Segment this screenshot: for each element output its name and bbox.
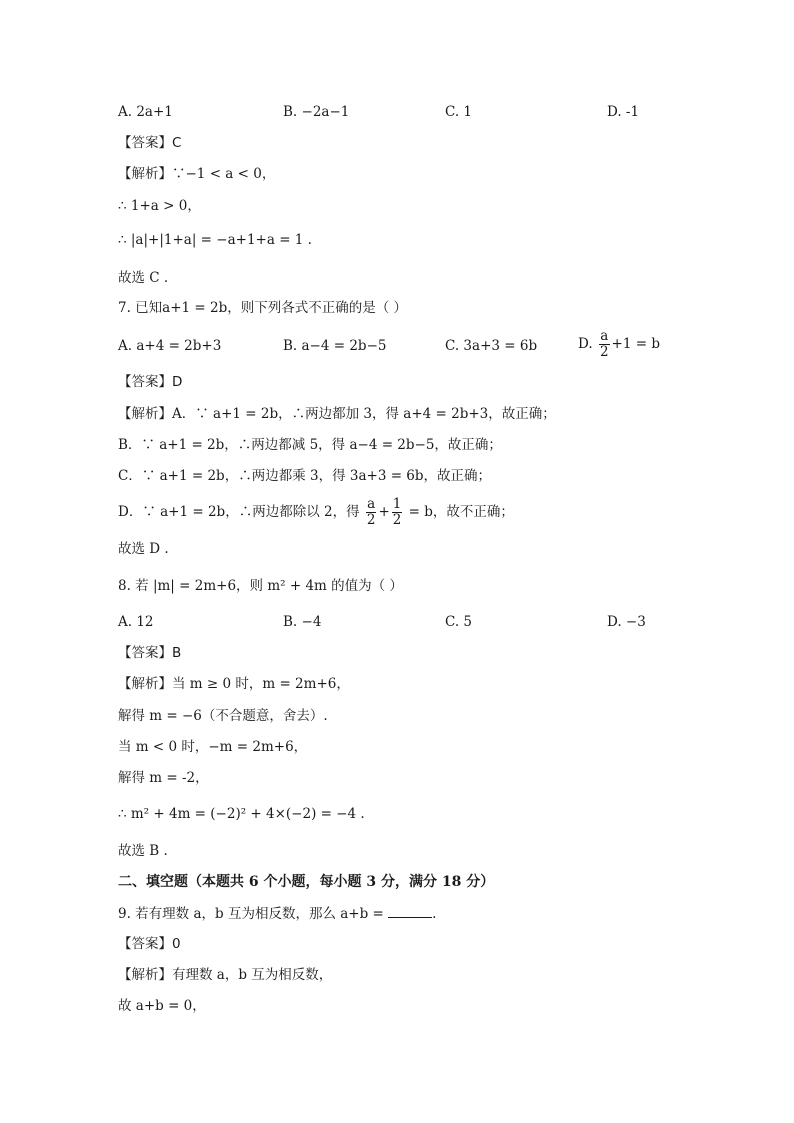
q8-analysis-line-2: 解得 m = −6（不合题意，舍去）. [118, 708, 328, 724]
q8-option-c: C. 5 [445, 614, 473, 630]
q7-analysis-line-1: 【解析】A．∵ a+1 = 2b，∴两边都加 3，得 a+4 = 2b+3，故正确； [118, 406, 556, 422]
q9-analysis-line-1: 【解析】有理数 a，b 互为相反数， [118, 967, 333, 983]
fraction-denominator: 2 [366, 512, 376, 528]
q7-option-a: A. a+4 = 2b+3 [118, 338, 222, 354]
q8-analysis-line-5: ∴ m² + 4m = (−2)² + 4×(−2) = −4 . [118, 806, 365, 822]
q8-analysis-line-4: 解得 m = -2， [118, 770, 209, 786]
q8-option-a: A. 12 [118, 614, 154, 630]
q7-stem: 7. 已知a+1 = 2b，则下列各式不正确的是（ ） [118, 300, 408, 316]
q7-option-c: C. 3a+3 = 6b [445, 338, 538, 354]
fraction-numerator: a [600, 328, 609, 344]
q6-analysis-line-1: 【解析】∵−1 < a < 0， [118, 166, 276, 182]
q7-option-d [578, 326, 660, 362]
q8-conclusion: 故选 B . [118, 843, 168, 859]
q7-analysis-d-prefix: D．∵ a+1 = 2b，∴两边都除以 2，得 [118, 504, 360, 520]
q7-analysis-line-4 [118, 492, 514, 532]
q9-answer: 【答案】0 [118, 936, 181, 952]
fraction-numerator: a [367, 496, 376, 512]
q9-stem-text: 9. 若有理数 a，b 互为相反数，那么 a+b = [118, 906, 384, 922]
q8-option-d: D. −3 [607, 614, 646, 630]
q7-option-d-rest: +1 = b [611, 336, 660, 352]
q7-option-d-fraction [599, 329, 610, 360]
fraction-denominator: 2 [392, 512, 402, 528]
q7-analysis-line-3: C．∵ a+1 = 2b，∴两边都乘 3，得 3a+3 = 6b，故正确； [118, 468, 492, 484]
q6-option-d: D. -1 [607, 104, 640, 120]
plus-sign: + [378, 504, 390, 520]
q7-conclusion: 故选 D . [118, 541, 169, 557]
q8-answer: 【答案】B [118, 645, 182, 661]
q6-analysis-line-2: ∴ 1+a > 0， [118, 198, 201, 214]
q7-analysis-fraction-2 [392, 497, 403, 528]
q7-answer: 【答案】D [118, 374, 183, 390]
q7-analysis-line-2: B．∵ a+1 = 2b，∴两边都减 5，得 a−4 = 2b−5，故正确； [118, 437, 502, 453]
q7-option-d-prefix: D. [578, 336, 593, 352]
section-heading: 二、填空题（本题共 6 个小题，每小题 3 分，满分 18 分） [118, 874, 495, 890]
q8-option-b: B. −4 [283, 614, 322, 630]
q8-analysis-line-1: 【解析】当 m ≥ 0 时，m = 2m+6， [118, 676, 350, 692]
q7-analysis-fraction-1 [366, 497, 377, 528]
q6-option-b: B. −2a−1 [283, 104, 350, 120]
q8-stem: 8. 若 |m| = 2m+6，则 m² + 4m 的值为（ ） [118, 578, 403, 594]
q9-analysis-line-2: 故 a+b = 0， [118, 998, 206, 1014]
q6-option-a: A. 2a+1 [118, 104, 173, 120]
q7-analysis-d-suffix: = b，故不正确； [408, 504, 514, 520]
q7-option-b: B. a−4 = 2b−5 [283, 338, 387, 354]
q9-stem-end: . [432, 906, 437, 922]
q6-option-c: C. 1 [445, 104, 473, 120]
q9-stem [118, 903, 436, 924]
answer-blank [388, 903, 432, 918]
q6-conclusion: 故选 C . [118, 270, 169, 286]
q8-analysis-line-3: 当 m < 0 时，−m = 2m+6， [118, 739, 308, 755]
fraction-denominator: 2 [599, 344, 609, 360]
q6-analysis-line-3: ∴ |a|+|1+a| = −a+1+a = 1 . [118, 232, 312, 248]
fraction-numerator: 1 [392, 496, 402, 512]
q6-answer: 【答案】C [118, 135, 182, 151]
